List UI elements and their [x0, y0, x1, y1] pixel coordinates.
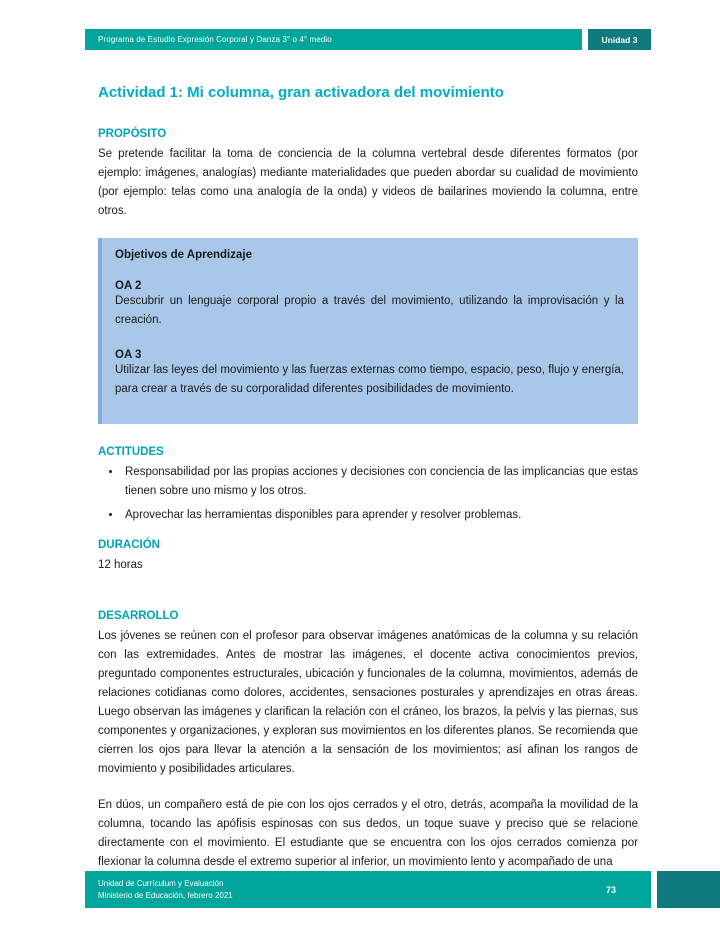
desarrollo-heading: DESARROLLO: [98, 610, 179, 622]
page-content: [98, 84, 638, 872]
objetivos-heading: Objetivos de Aprendizaje: [115, 249, 252, 261]
desarrollo-paragraph-2: En dúos, un compañero está de pie con los ojos cerrados y el otro, detrás, acompaña la movilidad de la columna, tocando las apófisis espinosas con sus dedos, un toque suave y preciso que se relacione directamente con el movimiento. El estudiante que se encuentra con los ojos cerrados comienza por flexionar la columna desde el extremo superior al inferior, un movimiento lento y acompañado de una: [98, 799, 638, 868]
actitudes-list: [98, 463, 638, 525]
page-number: 73: [605, 884, 616, 895]
header-unit-badge: [588, 29, 651, 50]
actitudes-heading: ACTITUDES: [98, 446, 164, 458]
header-band: [85, 29, 582, 50]
oa2-text: Descubrir un lenguaje corporal propio a través del movimiento, utilizando la improvisación y la creación.: [115, 295, 624, 326]
footer-line1: Unidad de Currículum y Evaluación: [98, 878, 224, 888]
footer-corner-block: [657, 871, 720, 908]
proposito-heading: PROPÓSITO: [98, 128, 167, 140]
objetivos-box: [98, 238, 638, 424]
footer-line2: Ministerio de Educación, febrero 2021: [98, 890, 233, 900]
duracion-text: 12 horas: [98, 559, 143, 571]
oa3-text: Utilizar las leyes del movimiento y las fuerzas externas como tiempo, espacio, peso, flujo y energía, para crear a través de su corporalidad diferentes posibilidades de movimiento.: [115, 364, 624, 395]
oa2-code: OA 2: [115, 280, 142, 292]
header-unit-label: Unidad 3: [601, 34, 638, 45]
footer-info: [85, 878, 606, 902]
header-program-title: Programa de Estudio Expresión Corporal y Danza 3° o 4° medio: [98, 35, 332, 44]
oa3-code: OA 3: [115, 349, 142, 361]
proposito-text: Se pretende facilitar la toma de conciencia de la columna vertebral desde diferentes formatos (por ejemplo: imágenes, analogías) mediante materialidades que pueden abordar su cualidad de movimiento (por ejemplo: telas como una analogía de la onda) y videos de bailarines moviendo la columna, entre otros.: [98, 148, 638, 217]
actitudes-item-2: • Aprovechar las herramientas disponibles para aprender y resolver problemas.: [122, 506, 638, 525]
activity-title: Actividad 1: Mi columna, gran activadora del movimiento: [98, 84, 504, 101]
desarrollo-paragraph-1: Los jóvenes se reúnen con el profesor para observar imágenes anatómicas de la columna y su relación con las extremidades. Antes de mostrar las imágenes, el docente activa conocimientos previos, preguntado componentes estructurales, ubicación y funcionales de la columna, movimientos, además de relaciones cotidianas como dolores, accidentes, sensaciones posturales y aprendizajes en otras áreas. Luego observan las imágenes y clarifican la relación con el cráneo, los brazos, la pelvis y las piernas, sus componentes y organizaciones, y exploran sus movimientos en los diferentes planos. Se recomienda que cierren los ojos para llevar la atención a la sensación de los movimientos; así afinan los rangos de movimiento y posibilidades articulares.: [98, 630, 638, 775]
duracion-heading: DURACIÓN: [98, 539, 160, 551]
footer-band: [85, 871, 651, 908]
actitudes-item-1: • Responsabilidad por las propias acciones y decisiones con conciencia de las implicancias que estas tienen sobre uno mismo y los otros.: [122, 463, 638, 501]
